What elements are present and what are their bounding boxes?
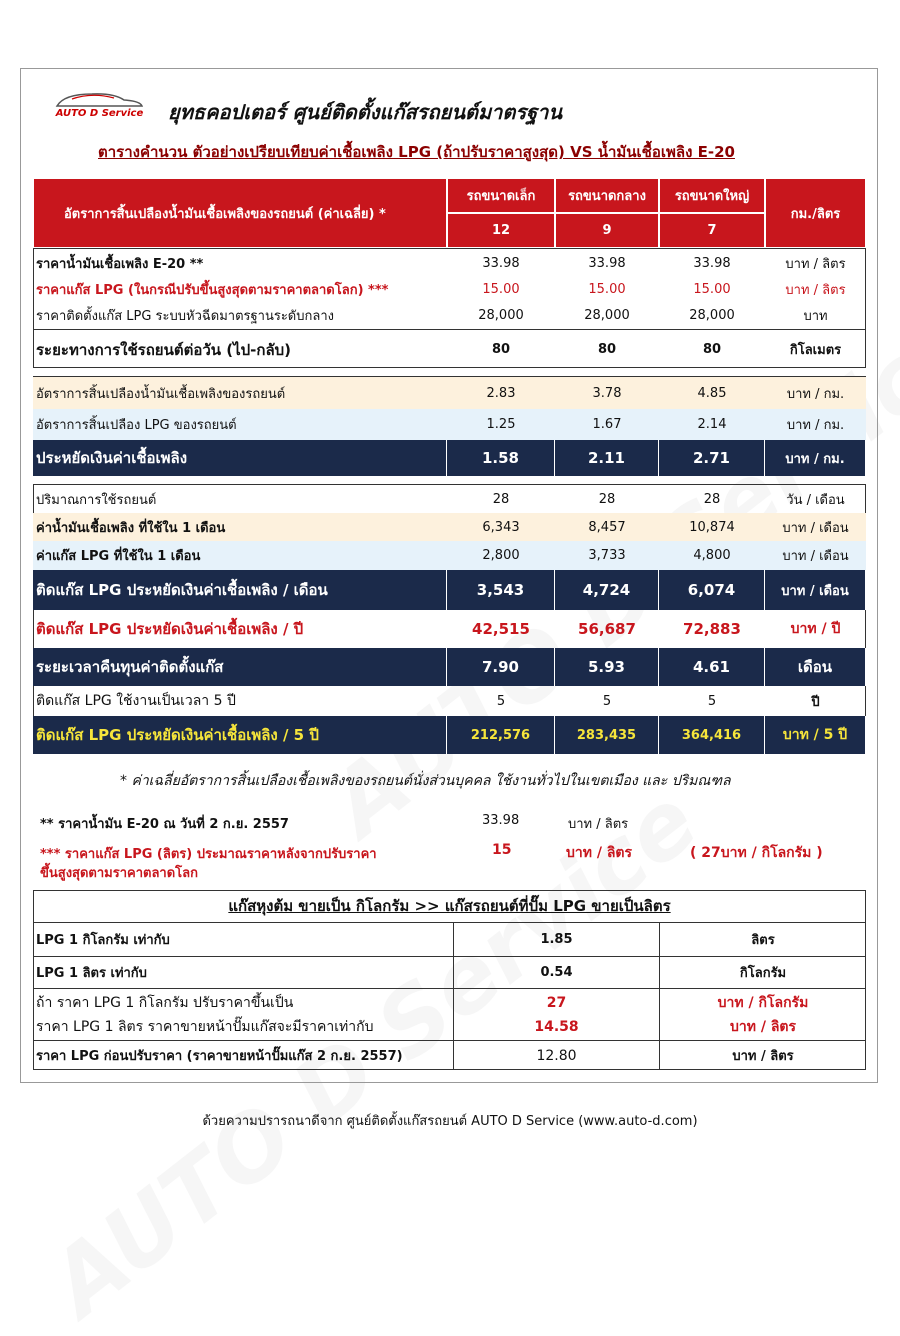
row-label: ติดแก๊ส LPG ใช้งานเป็นเวลา 5 ปี [36,693,236,709]
conversion-heading-row [33,890,866,922]
row-value-medium: 3.78 [592,385,622,401]
row-value-small: 2.83 [486,385,516,401]
page-subtitle: ตารางคำนวน ตัวอย่างเปรียบเทียบค่าเชื้อเพลิง LPG (ถ้าปรับราคาสูงสุด) VS น้ำมันเชื้อเพลิง E-20 [98,143,735,161]
row-value-small: 6,343 [482,519,520,535]
conversion-row [33,988,866,1040]
lpg-note-label-1: *** ราคาแก๊ส LPG (ลิตร) ประมาณราคาหลังจากปรับราคา [40,847,377,862]
footnote: * ค่าเฉลี่ยอัตราการสิ้นเปลืองเชื้อเพลิงของรถยนต์นั่งส่วนบุคคล ใช้งานทั่วไปในเขตเมือง และ ปริมณฑล [120,773,731,789]
lpg-note-kg: ( 27บาท / กิโลกรัม ) [690,845,823,861]
km-small: 12 [447,213,555,248]
table-row [33,716,866,754]
row-value-medium: 80 [597,342,617,357]
km-large: 7 [659,213,765,248]
row-unit: วัน / เดือน [786,492,845,508]
conversion-row [33,1040,866,1070]
row-value-medium: 2.11 [555,440,659,476]
row-label: ค่าน้ำมันเชื้อเพลิง ที่ใช้ใน 1 เดือน [36,520,226,536]
row-value-small: 212,576 [447,716,555,754]
row-value-large: 28 [703,491,721,507]
table-row [33,302,866,330]
row-unit: บาท / เดือน [782,520,849,536]
row-value-large: 2.14 [697,417,727,432]
row-value-medium: 56,687 [578,620,636,638]
row-unit: บาท / ลิตร [785,256,846,272]
table-row [33,276,866,302]
conversion-heading: แก๊สหุงต้ม ขายเป็น กิโลกรัม >> แก๊สรถยนต์ที่ปั๊ม LPG ขายเป็นลิตร [228,897,671,915]
row-value-large: 364,416 [659,716,765,754]
table-row [33,250,866,276]
row-unit: บาท / ปี [790,621,841,637]
row-value-large: 33.98 [693,255,731,271]
row-value-small: 28 [492,491,510,507]
conversion-unit: ลิตร [659,923,866,956]
row-unit: บาท / กม. [786,386,845,402]
table-row [33,409,866,440]
row-value-medium: 33.98 [588,255,626,271]
conversion-value: 0.54 [453,957,659,988]
row-value-large: 4.85 [697,385,727,401]
conversion-value: 1.85 [453,923,659,956]
row-label: อัตราการสิ้นเปลือง LPG ของรถยนต์ [36,418,237,433]
table-row [33,686,866,716]
row-value-large: 6,074 [659,570,765,610]
table-header [33,178,866,248]
conversion-label: LPG 1 ลิตร เท่ากับ [36,966,147,981]
row-value-medium: 28 [598,491,616,507]
row-value-small: 2,800 [482,548,520,563]
table-row [33,485,866,513]
row-label: ติดแก๊ส LPG ประหยัดเงินค่าเชื้อเพลิง / เดือน [33,570,447,610]
conversion-value: 14.58 [534,1018,579,1035]
conversion-value: 27 [546,994,567,1011]
table-row [33,331,866,368]
row-value-medium: 283,435 [555,716,659,754]
auto-d-logo [52,90,147,124]
row-value-large: 4,800 [693,548,731,563]
table-row [33,440,866,476]
row-value-medium: 3,733 [588,548,626,563]
row-value-large: 72,883 [683,620,741,638]
row-unit: เดือน [765,648,866,686]
row-label: ระยะทางการใช้รถยนต์ต่อวัน (ไป-กลับ) [36,340,292,359]
row-value-medium: 15.00 [588,281,626,297]
row-label: ประหยัดเงินค่าเชื้อเพลิง [33,440,447,476]
e20-note-unit: บาท / ลิตร [568,817,629,832]
lpg-note-value: 15 [492,842,512,858]
row-value-large: 15.00 [693,281,731,297]
car-icon [52,90,147,110]
row-unit: บาท / เดือน [765,570,866,610]
row-unit: บาท / กม. [765,440,866,476]
row-value-small: 80 [491,342,511,357]
row-label: ราคาน้ำมันเชื้อเพลิง E-20 ** [36,256,204,272]
conversion-unit: กิโลกรัม [659,957,866,988]
row-label: อัตราการสิ้นเปลืองน้ำมันเชื้อเพลิงของรถยนต์ [36,386,286,402]
conversion-unit: บาท / ลิตร [659,1041,866,1070]
row-value-small: 3,543 [447,570,555,610]
conversion-label: LPG 1 กิโลกรัม เท่ากับ [36,933,170,948]
lpg-note-unit: บาท / ลิตร [566,845,633,861]
row-value-small: 1.58 [447,440,555,476]
row-unit: ปี [811,694,820,710]
row-value-small: 5 [496,693,506,709]
row-label: ปริมาณการใช้รถยนต์ [36,492,157,508]
conversion-label: ถ้า ราคา LPG 1 กิโลกรัม ปรับราคาขึ้นเป็น [36,994,294,1011]
row-value-medium: 1.67 [592,417,622,432]
table-row [33,541,866,570]
row-label: ราคาแก๊ส LPG (ในกรณีปรับขึ้นสูงสุดตามราคาตลาดโลก) *** [36,282,389,298]
table-row [33,610,866,648]
conversion-value: 12.80 [453,1041,659,1070]
conversion-label: ราคา LPG ก่อนปรับราคา (ราคาขายหน้าปั๊มแก๊ส 2 ก.ย. 2557) [36,1049,403,1064]
row-label: ระยะเวลาคืนทุนค่าติดตั้งแก๊ส [33,648,447,686]
lpg-note-label-2: ขึ้นสูงสุดตามราคาตลาดโลก [40,866,198,881]
km-medium: 9 [555,213,659,248]
table-row [33,648,866,686]
e20-note-label: ** ราคาน้ำมัน E-20 ณ วันที่ 2 ก.ย. 2557 [40,817,289,832]
conversion-row [33,922,866,956]
row-value-medium: 5 [602,693,612,709]
footer-credit: ด้วยความปรารถนาดีจาก ศูนย์ติดตั้งแก๊สรถยนต์ AUTO D Service (www.auto-d.com) [202,1114,698,1129]
row-unit: บาท / 5 ปี [765,716,866,754]
row-value-small: 15.00 [482,281,520,297]
row-value-medium: 28,000 [584,308,630,323]
row-value-medium: 4,724 [555,570,659,610]
row-value-large: 28,000 [689,308,735,323]
row-value-large: 5 [707,693,717,709]
conversion-label: ราคา LPG 1 ลิตร ราคาขายหน้าปั๊มแก๊สจะมีราคาเท่ากับ [36,1018,374,1035]
table-row [33,513,866,541]
conversion-unit: บาท / กิโลกรัม [717,994,809,1011]
header-label: อัตราการสิ้นเปลืองน้ำมันเชื้อเพลิงของรถยนต์ (ค่าเฉลี่ย) * [33,178,447,248]
row-unit: บาท / เดือน [782,549,849,564]
col-large: รถขนาดใหญ่ [659,178,765,213]
row-value-large: 10,874 [689,519,735,535]
row-value-large: 4.61 [659,648,765,686]
row-value-large: 80 [702,342,722,357]
row-label: ติดแก๊ส LPG ประหยัดเงินค่าเชื้อเพลิง / 5 ปี [33,716,447,754]
row-value-medium: 8,457 [588,519,626,535]
col-unit: กม./ลิตร [765,178,866,248]
row-value-small: 33.98 [482,255,520,271]
row-label: ติดแก๊ส LPG ประหยัดเงินค่าเชื้อเพลิง / ปี [36,620,304,638]
page-title: ยุทธคอปเตอร์ ศูนย์ติดตั้งแก๊สรถยนต์มาตรฐาน [168,100,563,124]
col-small: รถขนาดเล็ก [447,178,555,213]
table-row [33,377,866,409]
row-value-small: 1.25 [486,417,516,432]
row-unit: บาท / กม. [786,418,845,433]
conversion-unit: บาท / ลิตร [729,1018,797,1035]
row-value-small: 7.90 [447,648,555,686]
table-row [33,570,866,610]
row-unit: กิโลเมตร [789,343,842,358]
row-unit: บาท / ลิตร [785,282,846,298]
row-value-large: 2.71 [659,440,765,476]
conversion-row [33,956,866,988]
row-label: ค่าแก๊ส LPG ที่ใช้ใน 1 เดือน [36,549,201,564]
row-value-small: 28,000 [478,308,524,323]
row-label: ราคาติดตั้งแก๊ส LPG ระบบหัวฉีดมาตรฐานระดับกลาง [36,309,334,324]
logo-text: AUTO D Service [55,108,144,119]
col-medium: รถขนาดกลาง [555,178,659,213]
row-value-medium: 5.93 [555,648,659,686]
row-unit: บาท [803,309,828,324]
e20-note-value: 33.98 [482,813,520,828]
row-value-small: 42,515 [472,620,530,638]
